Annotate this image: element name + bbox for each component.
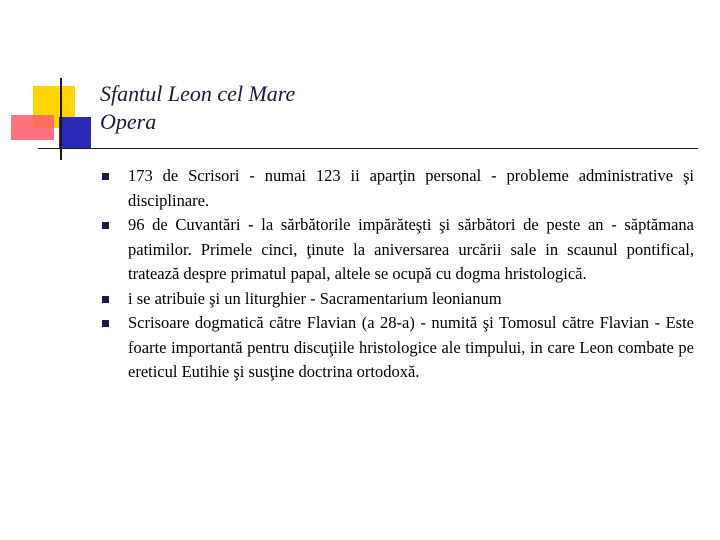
square-bullet-icon (102, 296, 109, 303)
list-item-text: 173 de Scrisori - numai 123 ii aparţin personal - probleme administrative şi disciplinare. (128, 166, 694, 210)
title-line-1: Sfantul Leon cel Mare (100, 81, 296, 106)
square-bullet-icon (102, 222, 109, 229)
list-item (102, 164, 694, 213)
square-bullet-icon (102, 173, 109, 180)
red-square-decoration (11, 115, 54, 140)
list-item (102, 311, 694, 385)
slide-title (100, 80, 295, 136)
square-bullet-icon (102, 320, 109, 327)
list-item-text: i se atribuie şi un liturghier - Sacramentarium leonianum (128, 288, 502, 308)
bullet-list (102, 164, 694, 385)
blue-square-decoration (59, 117, 91, 149)
horizontal-rule (38, 148, 698, 149)
list-item-text: Scrisoare dogmatică către Flavian (a 28-a) - numită şi Tomosul către Flavian - Este foarte importantă pentru discuţiile hristologice ale timpului, in care Leon combate pe ereticul Eutihie şi susţine doctrina ortodoxă. (128, 313, 694, 381)
list-item-text: 96 de Cuvantări - la sărbătorile impărăteşti şi sărbători de peste an - săptămana patimilor. Primele cinci, ţinute la aniversarea urcării sale in scaunul pontifical, tratează despre primatul papal, altele se ocupă cu dogma hristologică. (128, 215, 694, 283)
title-line-2: Opera (100, 109, 157, 134)
list-item (102, 213, 694, 287)
list-item (102, 287, 694, 312)
